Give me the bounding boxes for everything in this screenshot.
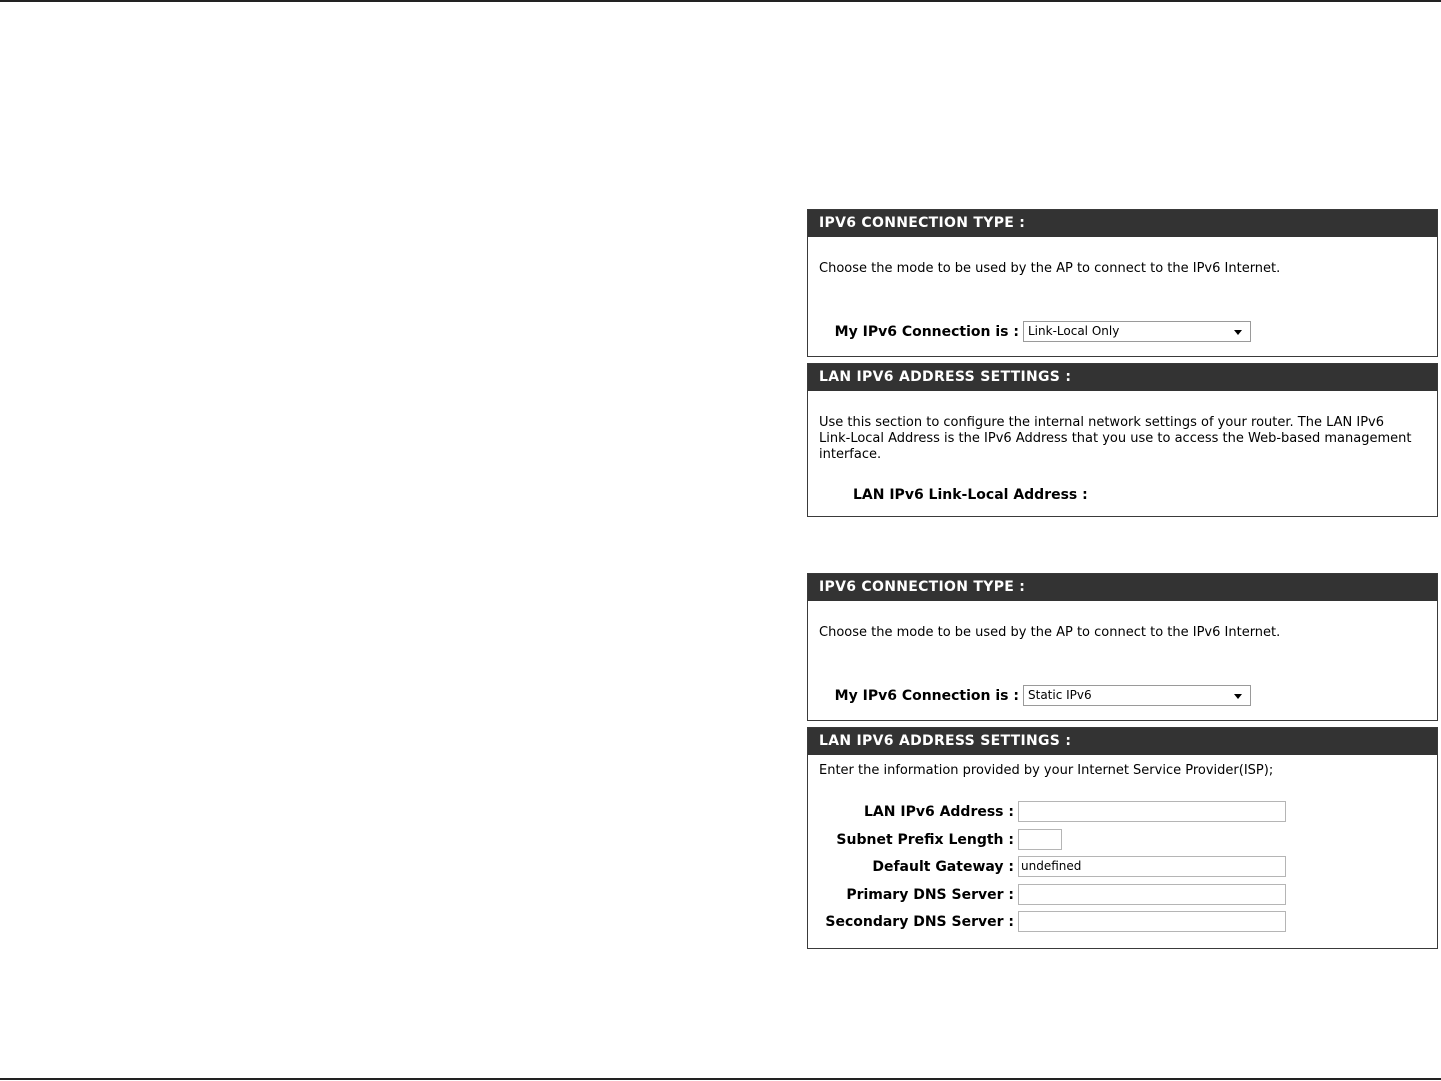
- link-local-address-label: LAN IPv6 Link-Local Address :: [853, 487, 1088, 503]
- lan-ipv6-address-label: LAN IPv6 Address :: [864, 804, 1014, 820]
- panel-header: LAN IPV6 ADDRESS SETTINGS :: [808, 728, 1437, 755]
- top-rule: [0, 0, 1441, 2]
- panel-description: Choose the mode to be used by the AP to connect to the IPv6 Internet.: [819, 625, 1281, 640]
- subnet-prefix-length-label: Subnet Prefix Length :: [836, 832, 1014, 848]
- subnet-prefix-length-input[interactable]: [1018, 829, 1062, 850]
- connection-type-value: Link-Local Only: [1028, 324, 1120, 338]
- secondary-dns-input[interactable]: [1018, 911, 1286, 932]
- lan-ipv6-address-input[interactable]: [1018, 801, 1286, 822]
- panel-header: IPV6 CONNECTION TYPE :: [808, 210, 1437, 237]
- connection-type-label: My IPv6 Connection is :: [834, 324, 1019, 340]
- panel-header: IPV6 CONNECTION TYPE :: [808, 574, 1437, 601]
- connection-type-select[interactable]: [1023, 321, 1251, 342]
- connection-type-label: My IPv6 Connection is :: [834, 688, 1019, 704]
- ipv6-connection-type-panel: [807, 209, 1438, 357]
- panel-description: Choose the mode to be used by the AP to connect to the IPv6 Internet.: [819, 261, 1281, 276]
- panel-description: Use this section to configure the internal network settings of your router. The LAN IPv6 Link-Local Address is the IPv6 Address that you use to access the Web-based management interface.: [819, 415, 1412, 462]
- chevron-down-icon: [1234, 694, 1242, 699]
- bottom-rule: [0, 1078, 1441, 1080]
- ipv6-connection-type-panel: [807, 573, 1438, 721]
- connection-type-value: Static IPv6: [1028, 688, 1092, 702]
- lan-ipv6-settings-panel: [807, 727, 1438, 949]
- primary-dns-label: Primary DNS Server :: [846, 887, 1014, 903]
- primary-dns-input[interactable]: [1018, 884, 1286, 905]
- default-gateway-input[interactable]: undefined: [1018, 856, 1286, 877]
- panel-header: LAN IPV6 ADDRESS SETTINGS :: [808, 364, 1437, 391]
- lan-ipv6-settings-panel: [807, 363, 1438, 517]
- chevron-down-icon: [1234, 330, 1242, 335]
- default-gateway-label: Default Gateway :: [872, 859, 1014, 875]
- secondary-dns-label: Secondary DNS Server :: [825, 914, 1014, 930]
- connection-type-select[interactable]: [1023, 685, 1251, 706]
- panel-description: Enter the information provided by your Internet Service Provider(ISP);: [819, 763, 1274, 778]
